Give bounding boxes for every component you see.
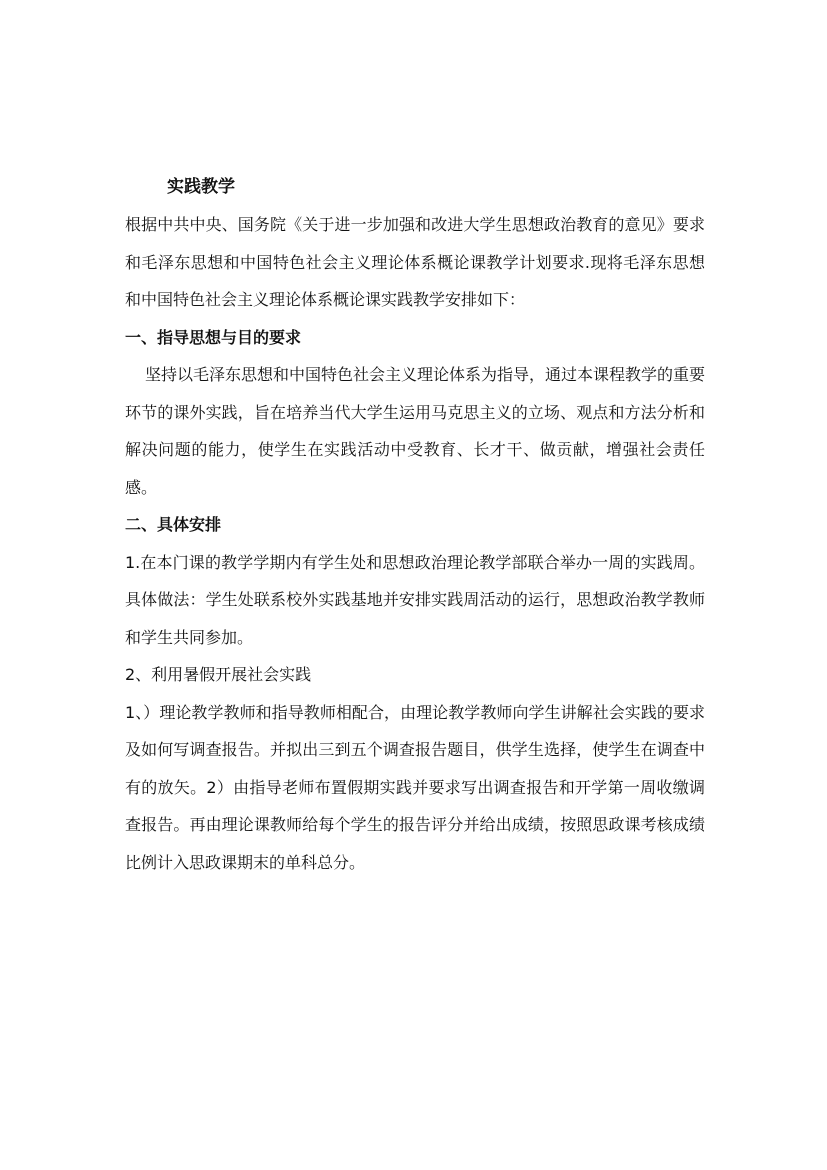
intro-paragraph: 根据中共中央、国务院《关于进一步加强和改进大学生思想政治教育的意见》要求和毛泽东思想和中国特色社会主义理论体系概论课教学计划要求.现将毛泽东思想和中国特色社会主义理论体系概论课实践教学安排如下： xyxy=(125,215,705,309)
item-1-paragraph: 1.在本门课的教学学期内有学生处和思想政治理论教学部联合举办一周的实践周。具体做法：学生处联系校外实践基地并安排实践周活动的运行，思想政治教学教师和学生共同参加。 xyxy=(125,552,705,647)
section-2-heading: 二、具体安排 xyxy=(125,515,222,534)
item-2-paragraph: 1、）理论教学教师和指导教师相配合，由理论教学教师向学生讲解社会实践的要求及如何写调查报告。并拟出三到五个调查报告题目，供学生选择，使学生在调查中有的放矢。2）由指导老师布置假期实践并要求写出调查报告和开学第一周收缴调查报告。再由理论课教师给每个学生的报告评分并给出成绩，按照思政课考核成绩比例计入思政课期末的单科总分。 xyxy=(125,702,705,872)
section-1-paragraph: 坚持以毛泽东思想和中国特色社会主义理论体系为指导，通过本课程教学的重要环节的课外实践，旨在培养当代大学生运用马克思主义的立场、观点和方法分析和解决问题的能力，使学生在实践活动中受教育、长才干、做贡献，增强社会责任感。 xyxy=(125,365,706,497)
item-2-heading: 2、利用暑假开展社会实践 xyxy=(125,665,312,684)
section-1-heading: 一、指导思想与目的要求 xyxy=(125,327,302,347)
document-body xyxy=(125,168,705,881)
document-title: 实践教学 xyxy=(167,177,235,197)
